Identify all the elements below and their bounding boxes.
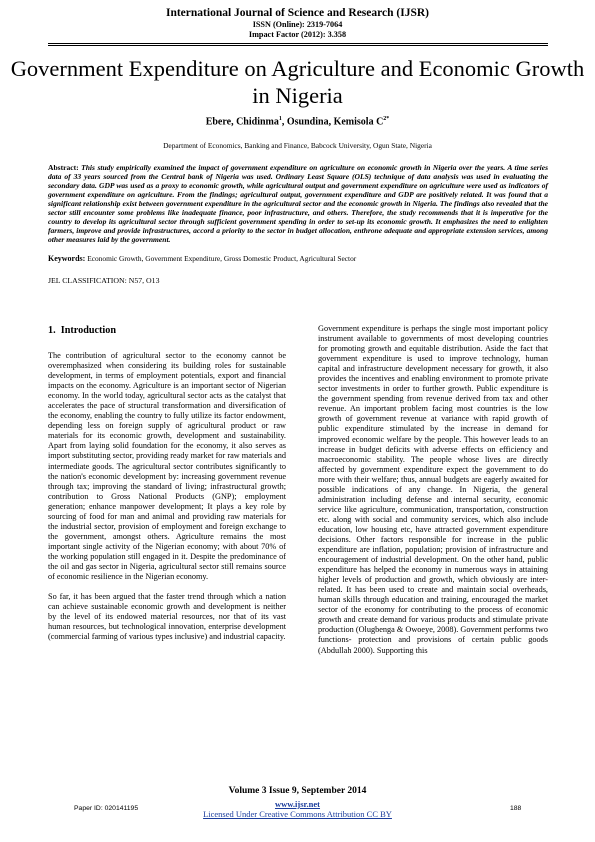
- abstract-text: This study empirically examined the impact of government expenditure on agriculture on economic growth in Nigeria over the years. A time series data of 33 years sourced from the Central bank of Nigeria was used. Ordinary Least Square (OLS) technique of data analysis was used in evaluating the secondary data. GDP was used as a proxy to economic growth, while agricultural output and government expenditure on agriculture were used as indicators of government expenditure on agriculture. From the findings; agricultural output, government expenditure and GDP are positively related. It was found that a significant relationship exist between government expenditure in the agricultural sector and the economic growth in Nigeria. The findings also revealed that the sector still encounter some problems like inadequate finance, poor infrastructure, and others. Therefore, the study recommends that it is imperative for the country to develop its agricultural sector through sufficient government spending in order to set-up its economic growth. It emphasizes the need to enlighten farmers, improve and provide infrastructures, accord a priority to the sector in budget allocation, enthrone adequate and appropriate extension services, among other measures laid by the government.: [48, 163, 549, 245]
- left-paragraph-1: The contribution of agricultural sector to the economy cannot be overemphasized when considering its building roles for sustainable development, in terms of employment potentials, export and financial impacts on the economy. Agriculture is an important sector of Nigerian economy. In the world today, agricultural sector acts as the catalyst that accelerates the pace of structural transformation and diversification of the economy, enabling the country to fully utilize its factor endowment, depending less on foreign supply of agricultural product or raw materials for its economic growth, development and sustainability. Apart from laying solid foundation for the economy, it also serves as import substituting sector, providing ready market for raw materials and intermediate goods. The agricultural sector contributes significantly to the nation's economic development by: increasing government revenue through tax; improving the standard of living; infrastructural growth; contribution to Gross National Products (GNP); employment generation; enhance manpower development; It plays a key role by sourcing of food for man and animal and providing raw materials for the industrial sector, provision of employment and foreign exchange to the government, amongst others. Agriculture remains the most important single activity of the Nigerian economy; with about 70% of the working population still engaged in it. Despite the predominance of the oil and gas sector in Nigeria, agricultural sector still remains source of economic resilience in the Nigerian economy.: [48, 351, 286, 582]
- section-title: Introduction: [60, 325, 117, 336]
- impact-factor: Impact Factor (2012): 3.358: [248, 30, 347, 39]
- author-separator: ,: [281, 116, 287, 128]
- header-rule-bottom: [48, 45, 548, 46]
- journal-header: [0, 7, 595, 40]
- paper-title: Government Expenditure on Agriculture and Economic Growth in Nigeria: [10, 56, 585, 108]
- keywords: [48, 254, 548, 263]
- right-paragraph-1: Government expenditure is perhaps the single most important policy instrument available to governments of most developing countries for promoting growth and equitable distribution. Aside the fact that government expenditure is used to improve technology, human capital and infrastructure development necessary for growth, it also provides the incentives and enabling environment to promote private sector investments in order to further growth. Public expenditure is the government spending from revenue derived from tax and other revenue. An important problem facing most countries is the low growth of government revenue at variance with rapid growth of public expenditure stimulated by the increase in demand for improved economic welfare by the people. This however leads to an increase in budget deficits with adverse effects on efficiency and macroeconomic stability. The people whose lives are directly affected by government expenditure expect the government to do more with their welfare; thus, annual budgets are eagerly awaited for possible indications of any change. In Nigeria, the general administration including defense and internal security, economic service like agriculture, communication, transportation, construction etc. along with social and community services, which also include education, low housing etc, have attracted government expenditure decisions. Other factors responsible for increase in the public expenditure are inflation, population; provision of infrastructure and encouragement of industrial development. On the other hand, public expenditure has helped the economy in numerous ways in attaining higher levels of production and growth, which obviously are inter-related. It has been used to create and maintain social overheads, human skills through education and training, encouraged the market sector of the economy for contributing to the process of economic growth and create demand for various products and stimulate private production (Olugbenga & Owoeye, 2008). Government performs two functions- protection and provisions of certain public goods (Abdullah 2000). Supporting this: [318, 324, 548, 655]
- section-heading: [48, 325, 116, 336]
- issn: ISSN (Online): 2319-7064: [252, 20, 343, 29]
- footer-license-link[interactable]: Licensed Under Creative Commons Attribution CC BY: [203, 809, 392, 819]
- jel-classification: JEL CLASSIFICATION: N57, O13: [48, 276, 160, 285]
- affiliation: Department of Economics, Banking and Finance, Babcock University, Ogun State, Nigeria: [163, 141, 432, 150]
- header-rule-top: [48, 43, 548, 44]
- author-1: Ebere, Chidinma: [205, 116, 279, 128]
- keywords-text: Economic Growth, Government Expenditure, Gross Domestic Product, Agricultural Sector: [87, 254, 357, 263]
- author-1-affiliation-mark: 1: [278, 116, 282, 122]
- footer-volume: Volume 3 Issue 9, September 2014: [228, 786, 367, 796]
- right-column: [318, 324, 548, 666]
- abstract-label: Abstract:: [48, 163, 79, 172]
- abstract: [48, 163, 548, 244]
- authors: [0, 116, 595, 127]
- footer-page-number: 188: [510, 805, 522, 812]
- keywords-label: Keywords:: [48, 254, 86, 263]
- left-paragraph-2: So far, it has been argued that the faster trend through which a nation can achieve sustainable economic growth and development is neither by the level of its endowed material resources, nor that of its vast human resources, but technological innovation, enterprise development (commercial farming of various types inclusive) and industrial capacity.: [48, 592, 286, 642]
- left-column: [48, 351, 286, 652]
- footer-paper-id: Paper ID: 020141195: [74, 805, 139, 812]
- author-2: Osundina, Kemisola C: [286, 116, 384, 128]
- author-2-affiliation-mark: 2*: [383, 116, 390, 122]
- footer-url-link[interactable]: www.ijsr.net: [274, 799, 321, 809]
- section-number: 1.: [48, 325, 56, 336]
- journal-title: International Journal of Science and Research (IJSR): [165, 7, 429, 19]
